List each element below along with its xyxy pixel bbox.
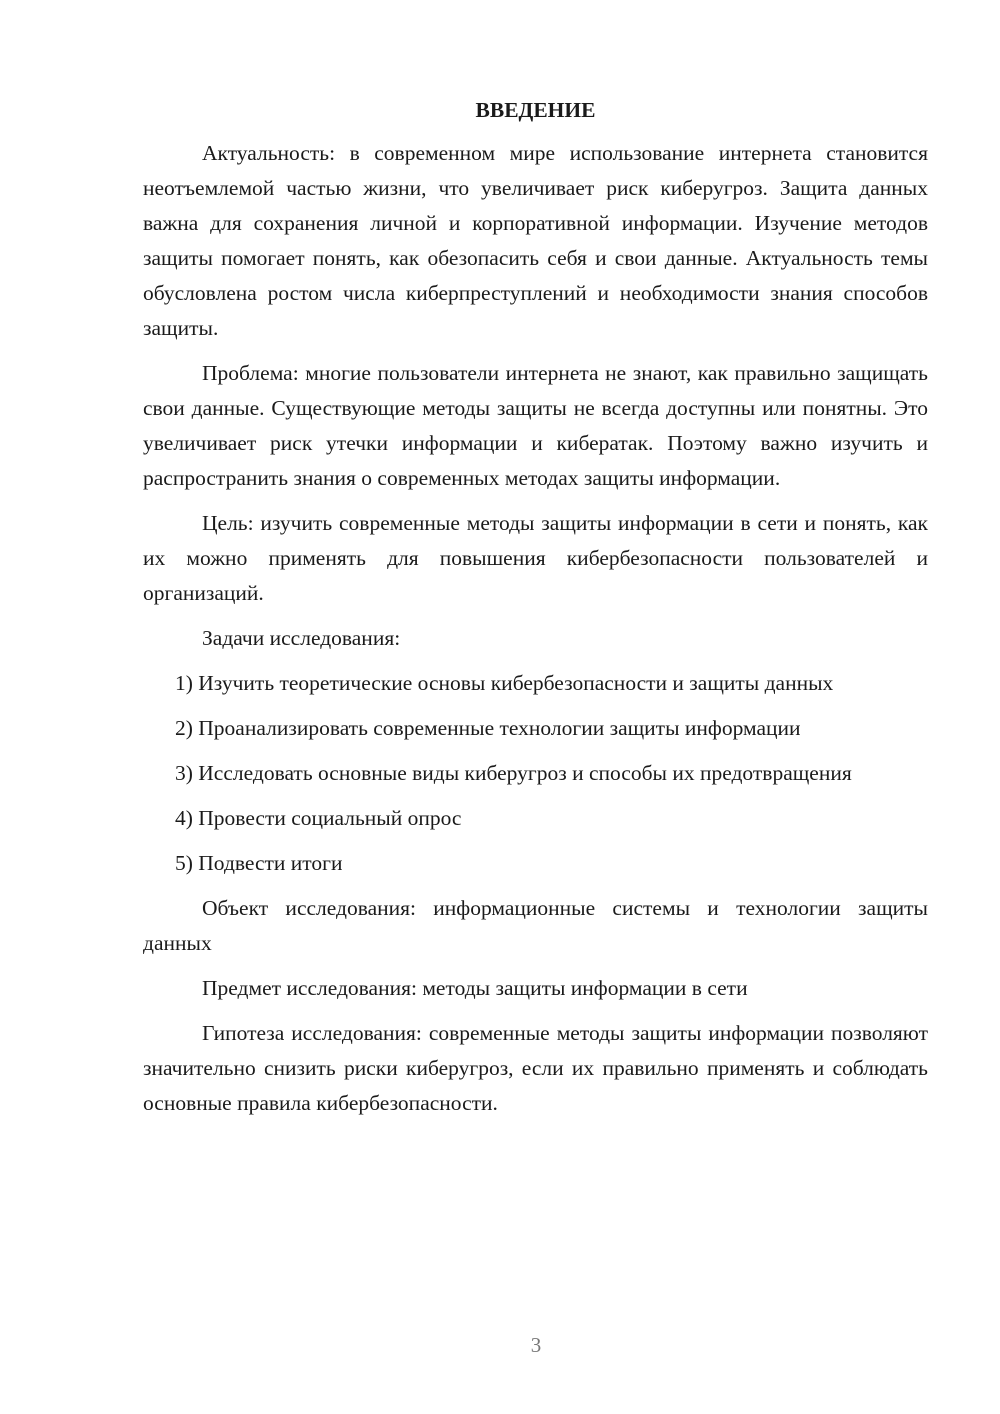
task-item-4: 4) Провести социальный опрос <box>175 806 462 830</box>
tasks-heading: Задачи исследования: <box>202 626 401 650</box>
task-item-3: 3) Исследовать основные виды киберугроз и способы их предотвращения <box>175 761 852 785</box>
task-item-5: 5) Подвести итоги <box>175 851 343 875</box>
task-item-1: 1) Изучить теоретические основы кибербезопасности и защиты данных <box>175 671 834 695</box>
page-title: ВВЕДЕНИЕ <box>475 98 596 122</box>
relevance-paragraph: Актуальность: в современном мире использование интернета становится неотъемлемой частью жизни, что увеличивает риск киберугроз. Защита данных важна для сохранения личной и корпоративной информации. Изучение методов защиты помогает понять, как обезопасить себя и свои данные. Актуальность темы обусловлена ростом числа киберпреступлений и необходимости знания способов защиты. <box>143 141 928 340</box>
object-paragraph: Объект исследования: информационные системы и технологии защиты данных <box>143 896 928 955</box>
document-page <box>143 95 928 1131</box>
subject-paragraph: Предмет исследования: методы защиты информации в сети <box>202 976 748 1000</box>
problem-paragraph: Проблема: многие пользователи интернета не знают, как правильно защищать свои данные. Существующие методы защиты не всегда доступны или понятны. Это увеличивает риск утечки информации и кибератак. Поэтому важно изучить и распространить знания о современных методах защиты информации. <box>143 361 928 490</box>
hypothesis-paragraph: Гипотеза исследования: современные методы защиты информации позволяют значительно снизить риски киберугроз, если их правильно применять и соблюдать основные правила кибербезопасности. <box>143 1021 928 1115</box>
task-item-2: 2) Проанализировать современные технологии защиты информации <box>175 716 801 740</box>
page-number: 3 <box>530 1333 542 1357</box>
goal-paragraph: Цель: изучить современные методы защиты информации в сети и понять, как их можно применять для повышения кибербезопасности пользователей и организаций. <box>143 511 928 605</box>
